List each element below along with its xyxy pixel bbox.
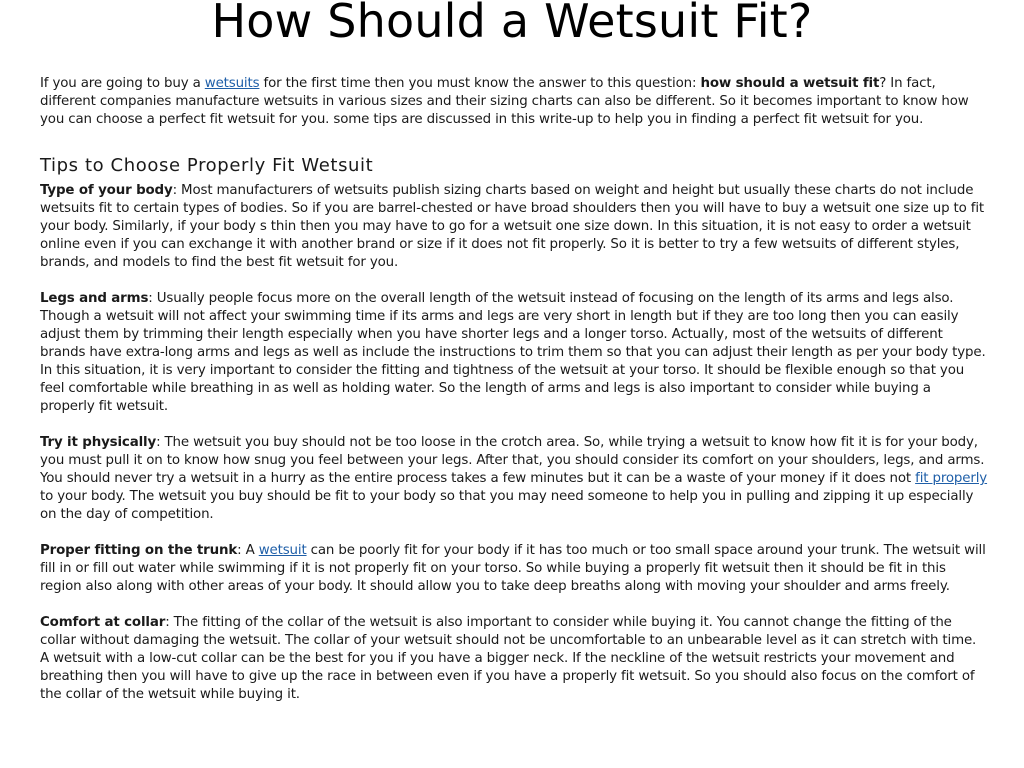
- tip-text: : Usually people focus more on the overall length of the wetsuit instead of focusing on the length of its arms and legs also. Though a wetsuit will not affect your swimming time if its arms and legs are very short in length but if they are too long then you can easily adjust them by trimming their length especially when you have shorter legs and a longer torso. Actually, most of the wetsuits of different brands have extra-long arms and legs as well as include the instructions to trim them so that you can adjust their length as per your body type. In this situation, it is very important to consider the fitting and tightness of the wetsuit at your torso. It should be flexible enough so that you feel comfortable while breathing in as well as holding water. So the length of arms and legs is also important to consider while buying a properly fit wetsuit.: [40, 291, 986, 414]
- wetsuit-link[interactable]: wetsuit: [258, 543, 307, 558]
- intro-bold-question: how should a wetsuit fit: [700, 76, 880, 91]
- tip-label: Try it physically: [40, 435, 157, 450]
- tip-text: to your body. The wetsuit you buy should be fit to your body so that you may need someone to help you in pulling and zipping it up especially on the day of competition.: [40, 489, 974, 522]
- tip-text: : The wetsuit you buy should not be too loose in the crotch area. So, while trying a wetsuit to know how fit it is for your body, you must pull it on to know how snug you feel between your legs. After that, you should consider its comfort on your shoulders, legs, and arms. You should never try a wetsuit in a hurry as the entire process takes a few minutes but it can be a waste of your money if it does not: [40, 435, 985, 486]
- tip-label: Comfort at collar: [40, 615, 166, 630]
- intro-text-start: If you are going to buy a: [40, 76, 205, 91]
- tip-label: Type of your body: [40, 183, 173, 198]
- intro-paragraph: [40, 75, 988, 129]
- fit-properly-link[interactable]: fit properly: [915, 471, 988, 486]
- tip-text: can be poorly fit for your body if it has too much or too small space around your trunk. The wetsuit will fill in or fill out water while swimming if it is not properly fit on your torso. So while buying a properly fit wetsuit then it should be fit in this region also along with other areas of your body. It should allow you to take deep breaths along with moving your shoulder and arms freely.: [40, 543, 986, 594]
- tip-text: : Most manufacturers of wetsuits publish sizing charts based on weight and height but usually these charts do not include wetsuits fit to certain types of bodies. So if you are barrel-chested or have broad shoulders then you will have to buy a wetsuit one size up to fit your body. Similarly, if your body s thin then you may have to go for a wetsuit one size down. In this situation, it is not easy to order a wetsuit online even if you can exchange it with another brand or size if it does not fit properly. So it is better to try a few wetsuits of different styles, brands, and models to find the best fit wetsuit for you.: [40, 183, 985, 270]
- tip-legs-and-arms: [40, 290, 988, 416]
- tip-comfort-at-collar: [40, 614, 988, 704]
- tip-proper-fitting-trunk: [40, 542, 988, 596]
- page-title: How Should a Wetsuit Fit?: [211, 0, 813, 48]
- wetsuits-link[interactable]: wetsuits: [204, 76, 260, 91]
- tip-try-it-physically: [40, 434, 988, 524]
- tip-type-of-body: [40, 182, 988, 272]
- section-heading: Tips to Choose Properly Fit Wetsuit: [40, 155, 374, 176]
- tip-label: Legs and arms: [40, 291, 149, 306]
- tip-label: Proper fitting on the trunk: [40, 543, 238, 558]
- tip-text: : A: [237, 543, 259, 558]
- intro-text-mid: for the first time then you must know the answer to this question:: [259, 76, 701, 91]
- intro-text-end: ? In fact, different companies manufacture wetsuits in various sizes and their sizing charts can also be different. So it becomes important to know how you can choose a perfect fit wetsuit for you. some tips are discussed in this write-up to help you in finding a perfect fit wetsuit for you.: [40, 76, 969, 127]
- article-body: [40, 75, 988, 722]
- tip-text: : The fitting of the collar of the wetsuit is also important to consider while buying it. You cannot change the fitting of the collar without damaging the wetsuit. The collar of your wetsuit should not be uncomfortable to an unbearable level as it can stretch with time. A wetsuit with a low-cut collar can be the best for you if you have a bigger neck. If the neckline of the wetsuit restricts your movement and breathing then you will have to give up the race in between even if you have a properly fit wetsuit. So you should also focus on the comfort of the collar of the wetsuit while buying it.: [40, 615, 977, 702]
